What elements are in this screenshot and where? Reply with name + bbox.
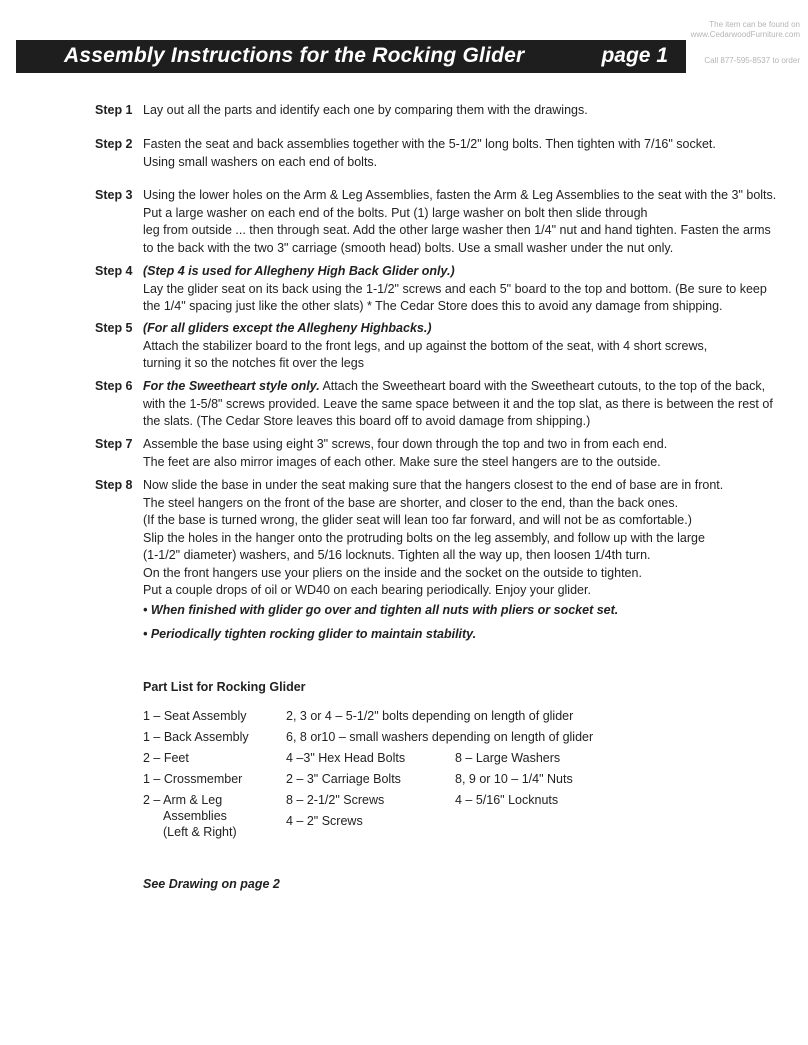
part-item: 8 – 2-1/2" Screws xyxy=(286,793,385,807)
step-label: Step 6 xyxy=(95,379,133,393)
step-line: to the back with the two 3" carriage (smooth head) bolts. Use a small washer under the nut only. xyxy=(143,240,674,255)
part-item: 4 –3" Hex Head Bolts xyxy=(286,751,406,765)
step-line: The steel hangers on the front of the base are shorter, and closer to the end, than the back ones. xyxy=(143,495,679,510)
step-line: leg from outside ... then through seat. Add the other large washer then 1/4" nut and hand tighten. Fasten the arms xyxy=(143,223,771,237)
step-lead: For the Sweetheart style only. xyxy=(143,379,320,393)
corner-note-line2[interactable]: www.CedarwoodFurniture.com xyxy=(690,30,800,39)
header-bar xyxy=(16,40,686,73)
step-line: Put a large washer on each end of the bolts. Put (1) large washer on bolt then slide through xyxy=(143,205,648,220)
see-drawing-note: See Drawing on page 2 xyxy=(143,877,280,891)
part-item: 1 – Crossmember xyxy=(143,772,243,786)
part-item: 2 – 3" Carriage Bolts xyxy=(286,772,401,786)
step-line: Slip the holes in the hanger onto the protruding bolts on the leg assembly, and follow up with the large xyxy=(143,530,705,545)
step-label: Step 8 xyxy=(95,478,133,492)
step-line: (1-1/2" diameter) washers, and 5/16 locknuts. Tighten all the way up, then loosen 1/4th turn. xyxy=(143,548,651,562)
step-label: Step 1 xyxy=(95,103,133,117)
step-body xyxy=(143,102,753,120)
step-lead-rest: Attach the Sweetheart board with the Sweetheart cutouts, to the top of the back, xyxy=(319,379,766,393)
corner-note-line3: Call 877-595-8537 to order xyxy=(704,56,800,65)
step-line: Fasten the seat and back assemblies together with the 5-1/2" long bolts. Then tighten with 7/16" socket. xyxy=(143,137,716,151)
step-label: Step 2 xyxy=(95,137,133,151)
step-line: On the front hangers use your pliers on the inside and the socket on the outside to tighten. xyxy=(143,565,642,580)
step-heading: (Step 4 is used for Allegheny High Back Glider only.) xyxy=(143,264,455,278)
tip-item: • Periodically tighten rocking glider to maintain stability. xyxy=(143,627,477,641)
step-line: Using small washers on each end of bolts. xyxy=(143,154,378,169)
step-heading: (For all gliders except the Allegheny Highbacks.) xyxy=(143,321,432,335)
step-line: (If the base is turned wrong, the glider seat will lean too far forward, and will not be as comfortable.) xyxy=(143,513,692,527)
page-number: page 1 xyxy=(601,44,668,67)
step-line: turning it so the notches fit over the legs xyxy=(143,356,364,370)
part-item: 1 – Seat Assembly xyxy=(143,709,247,723)
step-line: the slats. (The Cedar Store leaves this board off to avoid damage from shipping.) xyxy=(143,414,591,428)
part-item-extra: (Left & Right) xyxy=(163,825,237,839)
step-body xyxy=(143,477,753,600)
step-label: Step 4 xyxy=(95,264,133,278)
step-line: Using the lower holes on the Arm & Leg Assemblies, fasten the Arm & Leg Assemblies to the seat with the 3" bolts. xyxy=(143,188,777,202)
part-item: 2, 3 or 4 – 5-1/2" bolts depending on length of glider xyxy=(286,709,574,723)
step-line: Attach the stabilizer board to the front legs, and up against the bottom of the seat, with 4 short screws, xyxy=(143,338,708,353)
part-item-extra: Assemblies xyxy=(163,809,227,823)
step-line: Put a couple drops of oil or WD40 on each bearing periodically. Enjoy your glider. xyxy=(143,583,591,597)
step-body xyxy=(143,187,777,257)
step-line: the 1/4" spacing just like the other slats) * The Cedar Store does this to avoid any damage from shipping. xyxy=(143,299,723,313)
step-first-line xyxy=(143,378,766,396)
part-item: 8, 9 or 10 – 1/4" Nuts xyxy=(455,772,573,786)
step-body xyxy=(143,263,767,316)
step-label: Step 3 xyxy=(95,188,133,202)
step-label: Step 5 xyxy=(95,321,133,335)
step-line: with the 1-5/8" screws provided. Leave the same space between it and the top slat, as there is between the rest of xyxy=(143,396,773,411)
parts-col-3 xyxy=(455,750,605,813)
step-line: The feet are also mirror images of each other. Make sure the steel hangers are to the outside. xyxy=(143,454,661,469)
part-item: 8 – Large Washers xyxy=(455,751,561,765)
step-line: Lay out all the parts and identify each one by comparing them with the drawings. xyxy=(143,103,588,117)
parts-list-title: Part List for Rocking Glider xyxy=(143,680,306,694)
part-item: 2 – Arm & Leg xyxy=(143,793,223,807)
step-label: Step 7 xyxy=(95,437,133,451)
step-line: Assemble the base using eight 3" screws, four down through the top and two in from each end. xyxy=(143,437,668,451)
page-title: Assembly Instructions for the Rocking Glider xyxy=(64,44,525,67)
tip-item: • When finished with glider go over and tighten all nuts with pliers or socket set. xyxy=(143,603,619,617)
part-item: 4 – 5/16" Locknuts xyxy=(455,793,559,807)
part-item: 4 – 2" Screws xyxy=(286,814,363,828)
tips-list xyxy=(143,603,618,651)
part-item: 6, 8 or10 – small washers depending on length of glider xyxy=(286,730,594,744)
step-body xyxy=(143,378,773,431)
corner-note xyxy=(680,20,800,66)
parts-col-1 xyxy=(143,708,283,840)
part-item: 1 – Back Assembly xyxy=(143,730,249,744)
step-body xyxy=(143,320,753,373)
step-line: Lay the glider seat on its back using the 1-1/2" screws and each 5" board to the top and bottom. (Be sure to keep xyxy=(143,281,767,296)
step-line: Now slide the base in under the seat making sure that the hangers closest to the end of base are in front. xyxy=(143,478,724,492)
part-item: 2 – Feet xyxy=(143,751,189,765)
step-body xyxy=(143,436,753,471)
step-body xyxy=(143,136,753,171)
corner-note-line1: The item can be found on xyxy=(709,20,800,29)
